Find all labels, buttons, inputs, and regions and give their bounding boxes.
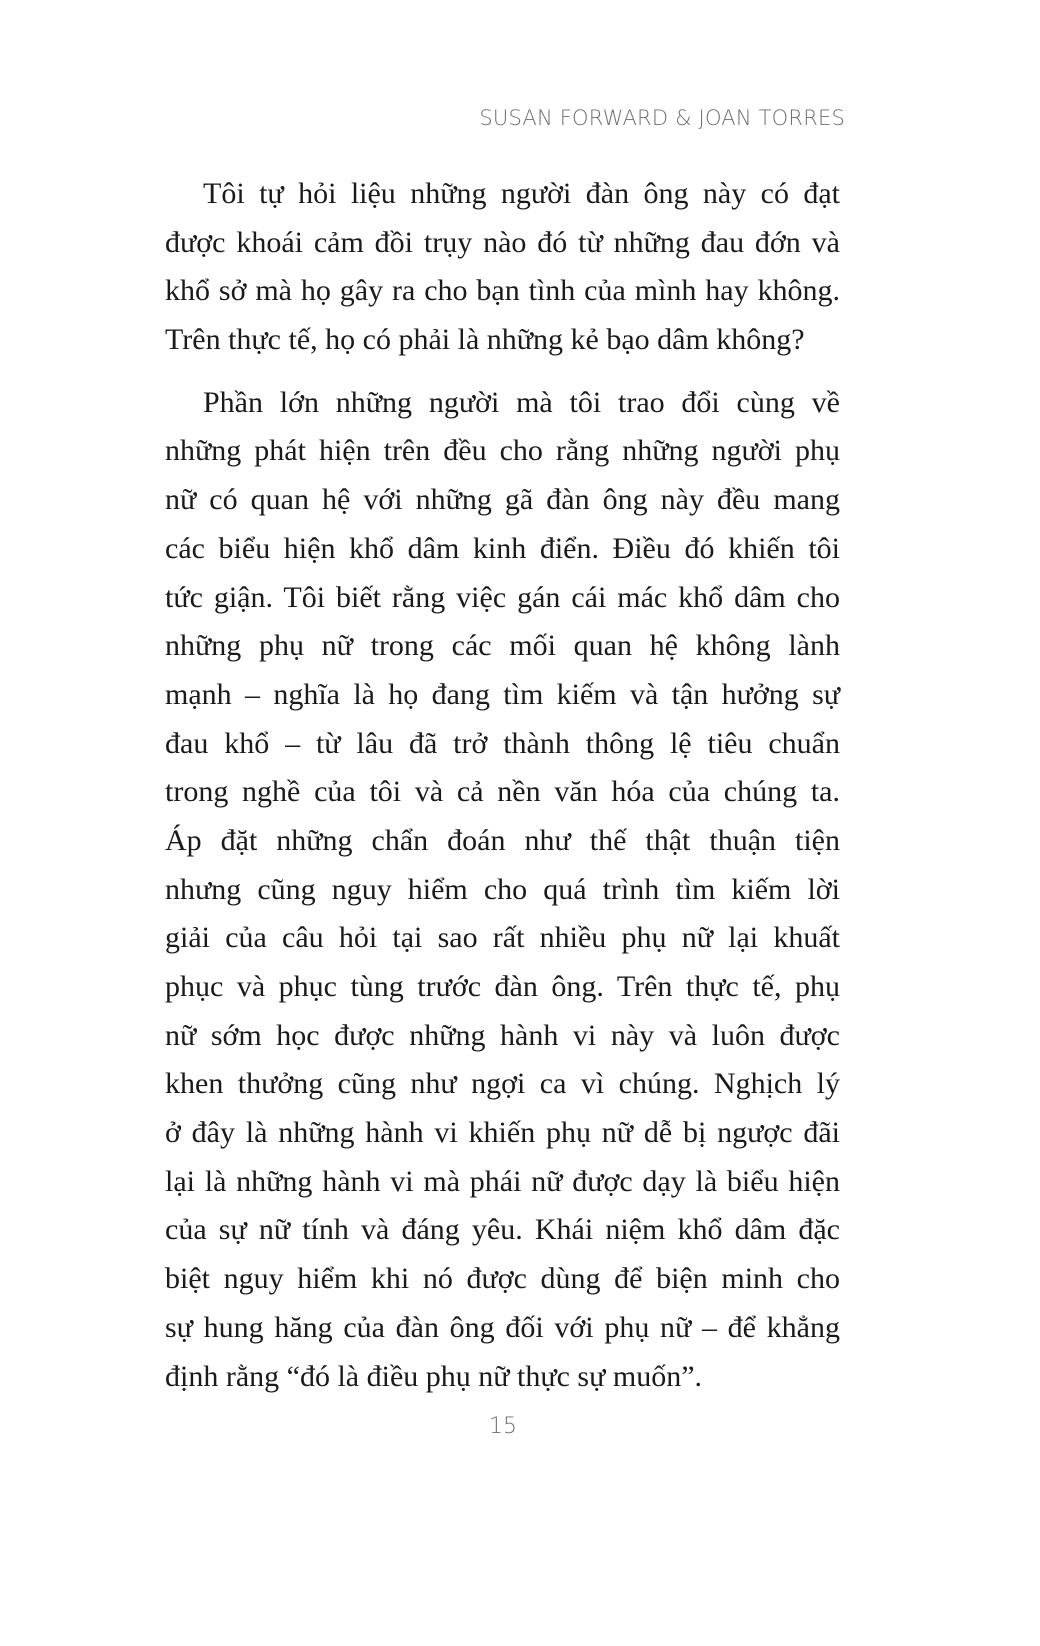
text-line: Phần lớn những người mà tôi trao đổi cùng về xyxy=(203,385,840,419)
text-line: các biểu hiện khổ dâm kinh điển. Điều đó khiến tôi xyxy=(165,531,840,565)
text-line: những phát hiện trên đều cho rằng những người phụ xyxy=(165,434,840,468)
running-head: SUSAN FORWARD & JOAN TORRES xyxy=(479,106,845,130)
text-line: định rằng “đó là điều phụ nữ thực sự muốn”. xyxy=(165,1359,703,1393)
text-line: Trên thực tế, họ có phải là những kẻ bạo dâm không? xyxy=(165,323,805,357)
text-line: đau khổ – từ lâu đã trở thành thông lệ tiêu chuẩn xyxy=(165,726,840,760)
text-line: Áp đặt những chẩn đoán như thế thật thuận tiện xyxy=(165,823,840,857)
text-line: sự hung hăng của đàn ông đối với phụ nữ – để khẳng xyxy=(165,1310,840,1344)
paragraph xyxy=(165,170,840,365)
text-line: khổ sở mà họ gây ra cho bạn tình của mình hay không. xyxy=(165,274,840,308)
text-line: lại là những hành vi mà phái nữ được dạy là biểu hiện xyxy=(165,1164,840,1198)
text-line: nữ sớm học được những hành vi này và luôn được xyxy=(165,1018,840,1052)
text-line: khen thưởng cũng như ngợi ca vì chúng. Nghịch lý xyxy=(165,1067,840,1101)
text-line: Tôi tự hỏi liệu những người đàn ông này có đạt xyxy=(203,177,840,210)
text-line: được khoái cảm đồi trụy nào đó từ những đau đớn và xyxy=(165,225,840,259)
text-line: phục và phục tùng trước đàn ông. Trên thực tế, phụ xyxy=(165,970,840,1003)
page-number: 15 xyxy=(489,1414,517,1439)
body-text xyxy=(165,170,840,1401)
text-line: nhưng cũng nguy hiểm cho quá trình tìm kiếm lời xyxy=(165,872,840,906)
text-line: những phụ nữ trong các mối quan hệ không lành xyxy=(165,629,840,663)
text-line: mạnh – nghĩa là họ đang tìm kiếm và tận hưởng sự xyxy=(165,677,840,711)
text-line: biệt nguy hiểm khi nó được dùng để biện minh cho xyxy=(165,1262,840,1296)
text-line: ở đây là những hành vi khiến phụ nữ dễ bị ngược đãi xyxy=(165,1116,840,1150)
text-line: nữ có quan hệ với những gã đàn ông này đều mang xyxy=(165,483,840,517)
text-line: tức giận. Tôi biết rằng việc gán cái mác khổ dâm cho xyxy=(165,580,840,614)
text-line: giải của câu hỏi tại sao rất nhiều phụ nữ lại khuất xyxy=(165,921,840,955)
text-line: của sự nữ tính và đáng yêu. Khái niệm khổ dâm đặc xyxy=(165,1213,840,1247)
text-line: trong nghề của tôi và cả nền văn hóa của chúng ta. xyxy=(165,775,840,809)
paragraph xyxy=(165,379,840,1401)
